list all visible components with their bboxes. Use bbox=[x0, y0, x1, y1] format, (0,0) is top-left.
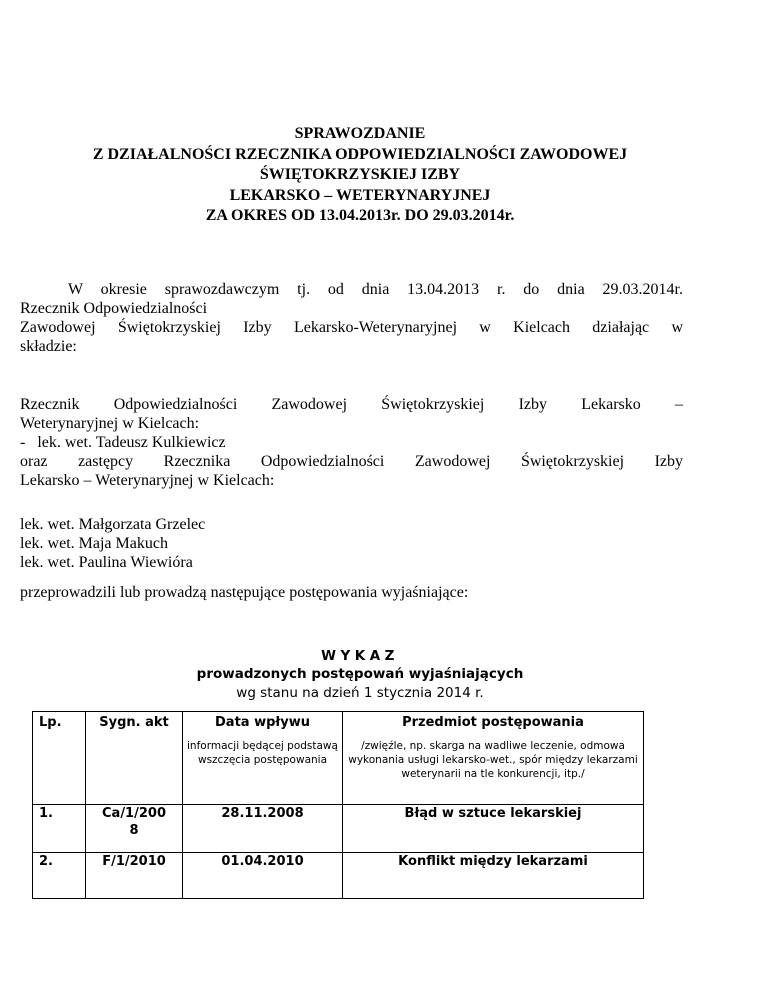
table-row bbox=[33, 853, 644, 899]
intro-line: Rzecznik Odpowiedzialności bbox=[20, 300, 208, 317]
table-header-row bbox=[33, 712, 644, 805]
header-data-note: informacji będącej podstawą wszczęcia postępowania bbox=[187, 740, 338, 766]
intro-paragraph bbox=[20, 280, 683, 356]
report-title bbox=[0, 124, 720, 227]
intro-line: składzie: bbox=[20, 338, 77, 355]
header-lp: Lp. bbox=[33, 712, 86, 805]
intro-line: Zawodowej Świętokrzyskiej Izby Lekarsko-Weterynaryjnej w Kielcach działając w bbox=[20, 319, 683, 336]
header-data bbox=[183, 712, 343, 805]
cell-lp: 1. bbox=[33, 805, 86, 853]
composition-line: Rzecznik Odpowiedzialności Zawodowej Świętokrzyskiej Izby Lekarsko – bbox=[20, 396, 683, 413]
cell-przedmiot: Konflikt między lekarzami bbox=[343, 853, 644, 899]
title-line: SPRAWOZDANIE bbox=[294, 125, 426, 142]
closing-sentence: przeprowadzili lub prowadzą następujące postępowania wyjaśniające: bbox=[20, 584, 469, 601]
header-przedmiot-note: /zwięźle, np. skarga na wadliwe leczenie, odmowa wykonania usługi lekarsko-wet., spór między lekarzami weterynarii na tle konkurencji, itp./ bbox=[348, 740, 638, 780]
register-heading bbox=[0, 647, 720, 702]
title-line: ZA OKRES OD 13.04.2013r. DO 29.03.2014r. bbox=[205, 207, 515, 225]
cell-lp: 2. bbox=[33, 853, 86, 899]
proceedings-table bbox=[32, 711, 644, 899]
title-line: LEKARSKO – WETERYNARYJNEJ bbox=[229, 186, 491, 204]
composition-line: Weterynaryjnej w Kielcach: bbox=[20, 415, 200, 432]
register-date: wg stanu na dzień 1 stycznia 2014 r. bbox=[236, 685, 484, 701]
cell-sygn: F/1/2010 bbox=[86, 853, 183, 899]
deputy-name: lek. wet. Paulina Wiewióra bbox=[20, 554, 193, 571]
composition-line: - lek. wet. Tadeusz Kulkiewicz bbox=[20, 434, 226, 451]
deputies-list bbox=[20, 515, 683, 572]
table-row bbox=[33, 805, 644, 853]
header-przedmiot bbox=[343, 712, 644, 805]
cell-przedmiot: Błąd w sztuce lekarskiej bbox=[343, 805, 644, 853]
intro-line: W okresie sprawozdawczym tj. od dnia 13.04.2013 r. do dnia 29.03.2014r. bbox=[68, 281, 683, 298]
deputy-name: lek. wet. Maja Makuch bbox=[20, 535, 168, 552]
cell-data: 28.11.2008 bbox=[183, 805, 343, 853]
title-line: ŚWIĘTOKRZYSKIEJ IZBY bbox=[259, 166, 461, 184]
title-line: Z DZIAŁALNOŚCI RZECZNIKA ODPOWIEDZIALNOŚCI ZAWODOWEJ bbox=[92, 145, 628, 163]
cell-data: 01.04.2010 bbox=[183, 853, 343, 899]
composition-line: oraz zastępcy Rzecznika Odpowiedzialności Zawodowej Świętokrzyskiej Izby bbox=[20, 453, 683, 470]
header-sygn: Sygn. akt bbox=[86, 712, 183, 805]
composition-paragraph bbox=[20, 395, 683, 490]
composition-line: Lekarsko – Weterynaryjnej w Kielcach: bbox=[20, 472, 275, 489]
register-title: WYKAZ bbox=[321, 648, 399, 664]
header-data-label: Data wpływu bbox=[215, 715, 310, 730]
cell-sygn: Ca/1/200 8 bbox=[86, 805, 183, 853]
header-przedmiot-label: Przedmiot postępowania bbox=[402, 715, 584, 730]
register-subtitle: prowadzonych postępowań wyjaśniających bbox=[196, 666, 524, 682]
deputy-name: lek. wet. Małgorzata Grzelec bbox=[20, 516, 206, 533]
